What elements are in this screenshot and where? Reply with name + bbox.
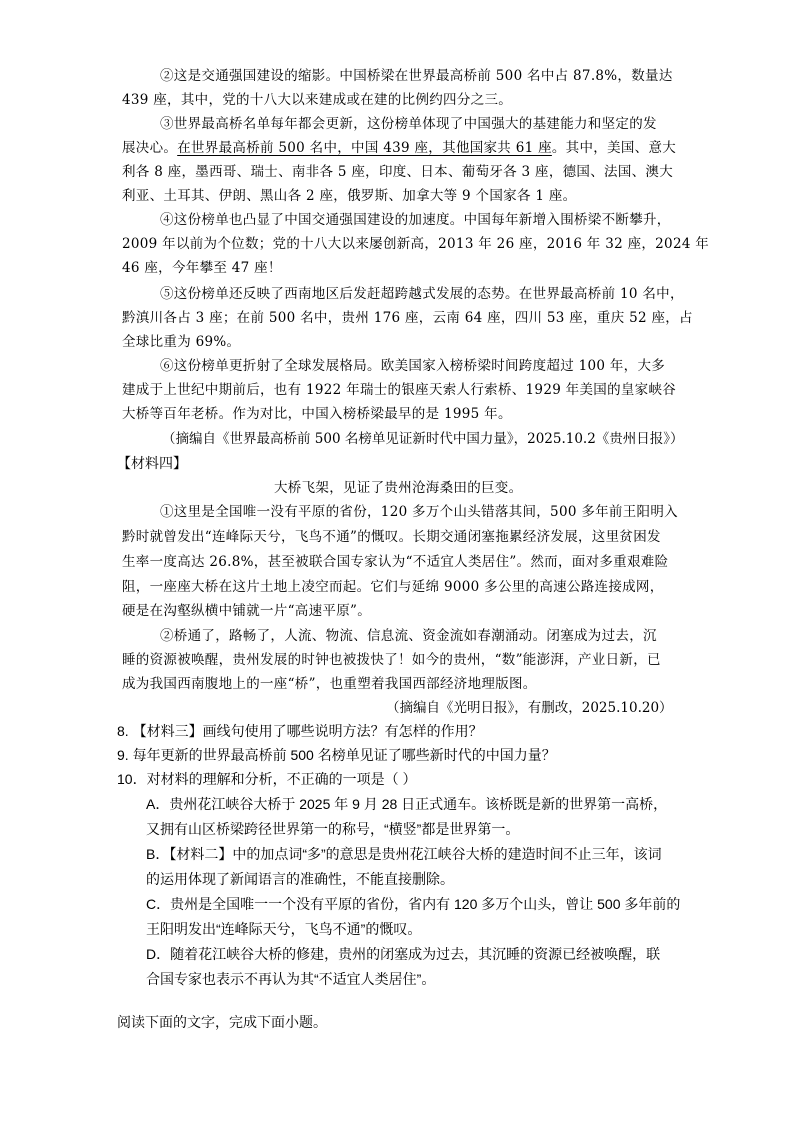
m3-p2-line1: ②这是交通强国建设的缩影。中国桥梁在世界最高桥前 500 名中占 87.8%，数量达 <box>160 68 673 84</box>
m3-p3-line3: 利各 8 座，墨西哥、瑞士、南非各 5 座，印度、日本、葡萄牙各 3 座，德国、法国、澳大 <box>122 164 674 180</box>
m3-p3-line1: ③世界最高桥名单每年都会更新，这份榜单体现了中国强大的基建能力和坚定的发 <box>160 116 657 132</box>
m3-p4-line3: 46 座，今年攀至 47 座！ <box>122 260 282 276</box>
m4-title: 大桥飞架，见证了贵州沧海桑田的巨变。 <box>274 480 523 496</box>
option-b-line1: B．【材料二】中的加点词“多”的意思是贵州花江峡谷大桥的建造时间不止三年，该词 <box>146 846 662 862</box>
option-a-line2: 又拥有山区桥梁跨径世界第一的称号，“横竖”都是世界第一。 <box>146 821 520 837</box>
m3-p5-line2: 黔滇川各占 3 座；在前 500 名中，贵州 176 座，云南 64 座，四川 53 座，重庆 52 座，占 <box>122 310 693 326</box>
underlined-sentence: 在世界最高桥前 500 名中，中国 439 座，其他国家共 61 座 <box>177 140 552 156</box>
m3-p2-line2: 439 座，其中，党的十八大以来建成或在建的比例约四分之三。 <box>122 92 513 108</box>
option-c-line2: 王阳明发出“连峰际天兮，飞鸟不通”的慨叹。 <box>146 921 422 937</box>
m4-p2-line1: ②桥通了，路畅了，人流、物流、信息流、资金流如春潮涌动。闭塞成为过去，沉 <box>160 628 657 644</box>
option-d-line1: D．随着花江峡谷大桥的修建，贵州的闭塞成为过去，其沉睡的资源已经被唤醒，联 <box>146 946 661 962</box>
question-8: 8. 【材料三】画线句使用了哪些说明方法？有怎样的作用？ <box>117 723 483 739</box>
question-10: 10．对材料的理解和分析，不正确的一项是（ ） <box>117 771 417 787</box>
m4-p2-line2: 睡的资源被唤醒，贵州发展的时钟也被拨快了！如今的贵州，“数”能澎湃，产业日新，已 <box>122 652 661 668</box>
option-d-line2: 合国专家也表示不再认为其“不适宜人类居住”。 <box>146 971 436 987</box>
m4-p1-line3: 生率一度高达 26.8%，甚至被联合国专家认为“不适宜人类居住”。然而，面对多重艰难险 <box>122 554 669 570</box>
m4-source: （摘编自《光明日报》，有删改，2025.10.20） <box>386 700 673 716</box>
m3-source: （摘编自《世界最高桥前 500 名榜单见证新时代中国力量》，2025.10.2《贵州日报》） <box>162 431 684 447</box>
m3-p6-line2: 建成于上世纪中期前后，也有 1922 年瑞士的银座天索人行索桥、1929 年美国的皇家峡谷 <box>122 382 677 398</box>
m4-p1-line1: ①这里是全国唯一没有平原的省份，120 多万个山头错落其间，500 多年前王阳明入 <box>160 504 678 520</box>
m4-p1-line2: 黔时就曾发出“连峰际天兮，飞鸟不通”的慨叹。长期交通闭塞拖累经济发展，这里贫困发 <box>122 529 661 545</box>
m3-p4-line1: ④这份榜单也凸显了中国交通强国建设的加速度。中国每年新增入围桥梁不断攀升， <box>160 212 671 228</box>
m3-p3-line2 <box>122 139 676 157</box>
m3-p3-line2-start: 展决心。 <box>122 140 178 156</box>
m4-p2-line3: 成为我国西南腹地上的一座“桥”，也重塑着我国西部经济地理版图。 <box>122 676 537 692</box>
question-9: 9. 每年更新的世界最高桥前 500 名榜单见证了哪些新时代的中国力量？ <box>117 747 556 763</box>
m3-p5-line1: ⑤这份榜单还反映了西南地区后发赶超跨越式发展的态势。在世界最高桥前 10 名中， <box>160 286 684 302</box>
m3-p6-line1: ⑥这份榜单更折射了全球发展格局。欧美国家入榜桥梁时间跨度超过 100 年，大多 <box>160 358 666 374</box>
m3-p5-line3: 全球比重为 69%。 <box>122 334 241 350</box>
option-a-line1: A．贵州花江峡谷大桥于 2025 年 9 月 28 日正式通车。该桥既是新的世界第一高桥， <box>146 796 668 812</box>
option-c-line1: C．贵州是全国唯一一个没有平原的省份，省内有 120 多万个山头，曾让 500 多年前的 <box>146 896 681 912</box>
m4-heading: 【材料四】 <box>117 455 187 471</box>
m3-p4-line2: 2009 年以前为个位数；党的十八大以来屡创新高，2013 年 26 座，2016 年 32 座，2024 年 <box>122 236 710 252</box>
m3-p3-line4: 利亚、土耳其、伊朗、黑山各 2 座，俄罗斯、加拿大等 9 个国家各 1 座。 <box>122 188 577 204</box>
m4-p1-line5: 硬是在沟壑纵横中铺就一片“高速平原”。 <box>122 603 372 619</box>
option-b-line2: 的运用体现了新闻语言的准确性，不能直接删除。 <box>146 871 454 887</box>
m3-p6-line3: 大桥等百年老桥。作为对比，中国入榜桥梁最早的是 1995 年。 <box>122 406 512 422</box>
reading-instruction: 阅读下面的文字，完成下面小题。 <box>117 1014 327 1030</box>
m3-p3-line2-end: 。其中，美国、意大 <box>551 140 677 156</box>
m4-p1-line4: 阻，一座座大桥在这片土地上凌空而起。它们与延绵 9000 多公里的高速公路连接成网， <box>122 579 664 595</box>
